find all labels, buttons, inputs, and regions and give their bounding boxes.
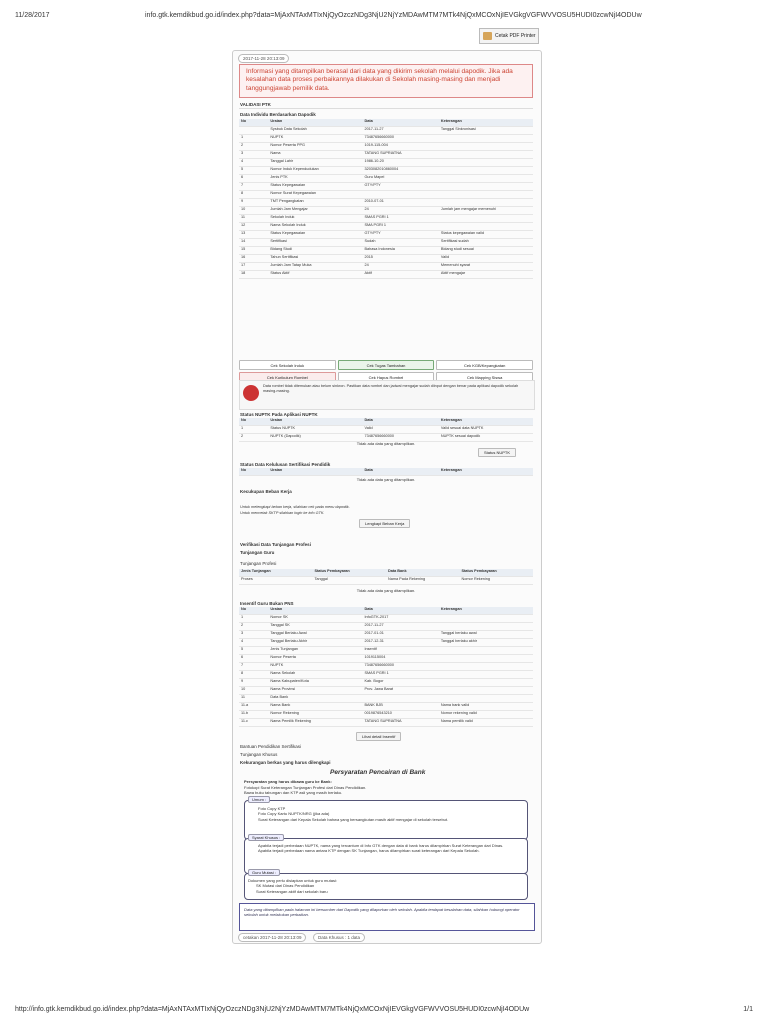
table-row bbox=[239, 175, 533, 183]
table-cell: 5 bbox=[239, 167, 268, 175]
cek-kgb-button[interactable]: Cek KGB/Kepangkatan bbox=[436, 360, 533, 370]
section-tunj-profesi: Tunjangan Profesi bbox=[240, 561, 277, 566]
table-row bbox=[239, 615, 533, 623]
section-validasi: VALIDASI PTK bbox=[240, 102, 271, 107]
table-cell: Proses bbox=[239, 577, 313, 585]
table-cell: 2017-12-31 bbox=[362, 639, 438, 647]
khusus-label: Syarat Khusus : bbox=[248, 834, 284, 841]
table-row bbox=[239, 167, 533, 175]
table-row bbox=[239, 623, 533, 631]
table-cell bbox=[439, 175, 533, 183]
table-row bbox=[239, 183, 533, 191]
column-header: Data bbox=[362, 418, 438, 426]
column-header: Keterangan bbox=[439, 418, 533, 426]
table-header-row bbox=[239, 119, 533, 127]
table-cell: Aktif bbox=[362, 271, 438, 279]
column-header: No bbox=[239, 607, 268, 615]
section-khusus: Tunjangan Khusus bbox=[240, 752, 278, 757]
table-cell bbox=[439, 687, 533, 695]
table-cell: 11.a bbox=[239, 703, 268, 711]
table-cell: 10 bbox=[239, 207, 268, 215]
table-row bbox=[239, 671, 533, 679]
table-cell: Status Kepegawaian bbox=[268, 231, 362, 239]
table-cell bbox=[439, 623, 533, 631]
print-url: info.gtk.kemdikbud.go.id/index.php?data=MjAxNTAxMTIxNjQyOzczNDg3NjU2NjYzMDAwMTM7MTk4NjQxMCOxNjIEVGkgVGFWVVOSU5HUDI0zcwNjI4ODUw bbox=[145, 12, 642, 19]
table-row bbox=[239, 191, 533, 199]
table-row bbox=[239, 159, 533, 167]
table-cell: GTY/PTY bbox=[362, 231, 438, 239]
khusus-item: Apabila terjadi perbedaan NUPTK, nama yang tercantum di Info GTK dengan data di bank harus dilampirkan Surat Keterangan dari Dinas. bbox=[258, 843, 504, 848]
table-cell: TMT Pengangkatan bbox=[268, 199, 362, 207]
table-cell: SMA PGRI 1 bbox=[362, 223, 438, 231]
footer-page: 1/1 bbox=[743, 1006, 753, 1013]
table-row bbox=[239, 426, 533, 434]
table-cell bbox=[362, 191, 438, 199]
table-cell: 5 bbox=[239, 647, 268, 655]
table-cell: Nomor Peserta bbox=[268, 655, 362, 663]
table-row bbox=[239, 719, 533, 727]
column-header: Jenis Tunjangan bbox=[239, 569, 313, 577]
table-row bbox=[239, 151, 533, 159]
column-header: Status Pembayaran bbox=[313, 569, 387, 577]
table-row bbox=[239, 271, 533, 279]
table-cell: 3 bbox=[239, 151, 268, 159]
column-header: Uraian bbox=[268, 119, 362, 127]
print-date: 11/28/2017 bbox=[15, 12, 50, 19]
khusus-list bbox=[258, 843, 520, 854]
table-cell: Tanggal Berlaku Awal bbox=[268, 631, 362, 639]
table-cell: Nama Bank bbox=[268, 703, 362, 711]
table-cell: Jumlah jam mengajar memenuhi bbox=[439, 207, 533, 215]
table-cell: Nomor SK bbox=[268, 615, 362, 623]
table-row bbox=[239, 703, 533, 711]
table-cell: Aktif mengajar bbox=[439, 271, 533, 279]
doc-para-1: Fotokopi Surat Keterangan Tunjangan Profesi dari Dinas Pendidikan. bbox=[244, 785, 367, 790]
table-cell: Tanggal Lahir bbox=[268, 159, 362, 167]
table-cell: 4 bbox=[239, 639, 268, 647]
section-tunjangan: Tunjangan Guru bbox=[240, 550, 275, 555]
table-cell: NUPTK sesuai dapodik bbox=[439, 434, 533, 442]
final-note: Data yang ditampilkan pada halaman ini bersumber dari Dapodik yang dilaporkan oleh sekolah. Apabila terdapat kesalahan data, silahkan hubungi operator sekolah untuk melakukan perbaikan. bbox=[244, 907, 520, 918]
table-cell bbox=[439, 159, 533, 167]
table-cell bbox=[439, 647, 533, 655]
print-header bbox=[15, 12, 753, 22]
cek-hapus-rombel-button[interactable]: Cek Hapus Rombel bbox=[338, 372, 435, 382]
table-cell bbox=[439, 135, 533, 143]
table-cell: Sysbuk Data Sekolah bbox=[268, 127, 362, 135]
column-header: Uraian bbox=[268, 418, 362, 426]
column-header: Uraian bbox=[268, 607, 362, 615]
table-cell: Nomor Peserta PPG bbox=[268, 143, 362, 151]
table-cell: 24 bbox=[362, 207, 438, 215]
insentif-table bbox=[239, 607, 533, 727]
table-row bbox=[239, 663, 533, 671]
column-header: Keterangan bbox=[439, 119, 533, 127]
table-cell: Prov. Jawa Barat bbox=[362, 687, 438, 695]
table-cell: Jenis Tunjangan bbox=[268, 647, 362, 655]
table-cell: 2017-11-27 bbox=[362, 623, 438, 631]
umum-label: Umum : bbox=[248, 796, 270, 803]
table-cell: 1986-10-20 bbox=[362, 159, 438, 167]
table-cell: 12 bbox=[239, 223, 268, 231]
table-cell: 2 bbox=[239, 143, 268, 151]
table-cell bbox=[439, 663, 533, 671]
table-cell bbox=[439, 695, 533, 703]
print-footer bbox=[15, 1006, 753, 1016]
table-row bbox=[239, 207, 533, 215]
column-header: No bbox=[239, 418, 268, 426]
table-cell: 6 bbox=[239, 175, 268, 183]
table-cell bbox=[439, 199, 533, 207]
section-sertifikasi: Status Data Kelulusan Sertifikasi Pendidik bbox=[240, 462, 331, 467]
table-cell: Nomor rekening valid bbox=[439, 711, 533, 719]
table-row bbox=[239, 255, 533, 263]
table-row bbox=[239, 695, 533, 703]
table-row bbox=[239, 199, 533, 207]
khusus-item: Apabila terjadi perbedaan nama antara KTP dengan SK Tunjangan, harus dilampirkan surat keterangan dari Kepala Sekolah. bbox=[258, 848, 480, 854]
table-cell: 11 bbox=[239, 695, 268, 703]
lihat-insentif-button[interactable]: Lihat detail Insentif bbox=[356, 732, 401, 741]
table-cell: 0019876543210 bbox=[362, 711, 438, 719]
table-cell: Status Kepegawaian bbox=[268, 183, 362, 191]
table-cell: Bahasa Indonesia bbox=[362, 247, 438, 255]
table-cell: TATANG SUPRIATNA bbox=[362, 151, 438, 159]
table-cell: Nama Kabupaten/Kota bbox=[268, 679, 362, 687]
footer-url: http://info.gtk.kemdikbud.go.id/index.php?data=MjAxNTAxMTIxNjQyOzczNDg3NjU2NjYzMDAwMTM7MTk4NjQxMCOxNjIEVGkgVGFWVVOSU5HUDI0zcwNjI4ODUw bbox=[15, 1006, 530, 1013]
table-cell: 3 bbox=[239, 631, 268, 639]
table-cell: 3203082010860004 bbox=[362, 167, 438, 175]
table-cell: 15 bbox=[239, 247, 268, 255]
table-row bbox=[239, 655, 533, 663]
sertifikasi-empty: Tidak ada data yang ditampilkan. bbox=[356, 477, 416, 482]
info-notice: Informasi yang ditampilkan berasal dari data yang dikirim sekolah melalui dapodik. Jika ada kesalahan data proses perbaikannya dilakukan di Sekolah masing-masing dan menjadi tanggungjawab pemilik data. bbox=[239, 64, 533, 98]
table-cell: 7 bbox=[239, 183, 268, 191]
table-cell: Nama Pemilik Rekening bbox=[268, 719, 362, 727]
table-cell: 1019-115-004 bbox=[362, 143, 438, 151]
table-cell: Jumlah Jam Mengajar bbox=[268, 207, 362, 215]
table-cell bbox=[239, 127, 268, 135]
table-cell: 2 bbox=[239, 623, 268, 631]
table-cell: NUPTK (Dapodik) bbox=[268, 434, 362, 442]
table-row bbox=[239, 711, 533, 719]
table-cell: Tanggal Sinkronisasi bbox=[439, 127, 533, 135]
cek-mapping-siswa-button[interactable]: Cek Mapping Siswa bbox=[436, 372, 533, 382]
table-cell bbox=[439, 655, 533, 663]
section-sertifikat: Bantuan Pendidikan Sertifikasi bbox=[240, 744, 302, 749]
table-cell: InfoGTK-2017 bbox=[362, 615, 438, 623]
table-cell: Nama Provinsi bbox=[268, 687, 362, 695]
mutasi-item: SK Mutasi dari Dinas Pendidikan bbox=[256, 883, 315, 889]
table-row bbox=[239, 263, 533, 271]
table-cell: 2017-11-27 bbox=[362, 127, 438, 135]
table-row bbox=[239, 239, 533, 247]
table-cell: 13 bbox=[239, 231, 268, 239]
table-cell: 2017-01-01 bbox=[362, 631, 438, 639]
table-cell bbox=[439, 679, 533, 687]
table-cell: 6 bbox=[239, 655, 268, 663]
table-cell: 24 bbox=[362, 263, 438, 271]
table-cell: Memenuhi syarat bbox=[439, 263, 533, 271]
table-cell: Status kepegawaian valid bbox=[439, 231, 533, 239]
table-cell bbox=[439, 615, 533, 623]
cek-kurikulum-button[interactable]: Cek Kurikulum Rombel bbox=[239, 372, 336, 382]
column-header: Data bbox=[362, 607, 438, 615]
table-cell: Valid bbox=[439, 255, 533, 263]
table-cell: 8 bbox=[239, 191, 268, 199]
table-cell: Nama bank valid bbox=[439, 703, 533, 711]
table-cell: Sertifikasi bbox=[268, 239, 362, 247]
table-cell: Data Bank bbox=[268, 695, 362, 703]
table-row bbox=[239, 647, 533, 655]
column-header: Keterangan bbox=[439, 607, 533, 615]
print-pdf-button[interactable] bbox=[479, 28, 539, 44]
table-cell: 11.c bbox=[239, 719, 268, 727]
table-cell: Sudah bbox=[362, 239, 438, 247]
table-cell: SMAS PGRI 1 bbox=[362, 215, 438, 223]
table-row bbox=[239, 223, 533, 231]
section-kecukupan: Kekurangan berkas yang harus dilengkapi bbox=[240, 760, 331, 765]
printer-icon bbox=[483, 32, 492, 40]
table-cell: SMAS PGRI 1 bbox=[362, 671, 438, 679]
status-nuptk-button[interactable]: Status NUPTK bbox=[478, 448, 516, 457]
warning-icon bbox=[243, 385, 259, 401]
table-cell: 18 bbox=[239, 271, 268, 279]
table-row bbox=[239, 215, 533, 223]
column-header: Data bbox=[362, 119, 438, 127]
table-cell: Valid sesuai data NUPTK bbox=[439, 426, 533, 434]
table-cell: Nama Sekolah Induk bbox=[268, 223, 362, 231]
print-pdf-label: Cetak PDF Printer bbox=[495, 33, 536, 39]
nuptk-table bbox=[239, 418, 533, 442]
table-cell: 8 bbox=[239, 671, 268, 679]
column-header: No bbox=[239, 119, 268, 127]
table-cell: Tanggal Berlaku Akhir bbox=[268, 639, 362, 647]
warning-text: Data rombel tidak ditemukan atau belum sinkron. Pastikan data rombel dan jadwal mengajar sudah diinput dengan benar pada aplikasi dapodik sekolah masing-masing. bbox=[263, 384, 519, 393]
table-cell: Status NUPTK bbox=[268, 426, 362, 434]
table-cell bbox=[362, 695, 438, 703]
table-cell: Nomor Induk Kependudukan bbox=[268, 167, 362, 175]
table-cell: 4 bbox=[239, 159, 268, 167]
table-row bbox=[239, 639, 533, 647]
bottom-count-pill: Data Khusus : 1 data bbox=[313, 933, 365, 942]
section-insentif: Insentif Guru Bukan PNS bbox=[240, 601, 294, 606]
table-cell: Nama Sekolah bbox=[268, 671, 362, 679]
table-cell: Nama bbox=[268, 151, 362, 159]
table-cell: Sertifikasi sudah bbox=[439, 239, 533, 247]
table-cell bbox=[439, 167, 533, 175]
table-cell bbox=[439, 215, 533, 223]
table-row bbox=[239, 687, 533, 695]
table-cell: 2010-07-01 bbox=[362, 199, 438, 207]
dokumen-note-1: Untuk melengkapi beban kerja, silahkan cek pada menu dapodik. bbox=[240, 505, 350, 509]
table-cell: Jenis PTK bbox=[268, 175, 362, 183]
column-header: Status Pembayaran bbox=[460, 569, 534, 577]
table-header-row bbox=[239, 569, 533, 577]
table-cell bbox=[439, 143, 533, 151]
table-cell bbox=[439, 191, 533, 199]
table-cell: 1 bbox=[239, 615, 268, 623]
table-cell: 2015 bbox=[362, 255, 438, 263]
umum-item: Foto Copy Kartu NUPTK/NRG (jika ada) bbox=[258, 811, 330, 817]
table-cell: Insentif bbox=[362, 647, 438, 655]
table-cell: Bidang Studi bbox=[268, 247, 362, 255]
profesi-empty: Tidak ada data yang ditampilkan. bbox=[356, 588, 416, 593]
doc-para-2: Bawa buku tabungan dan KTP asli yang masih berlaku. bbox=[244, 790, 343, 795]
warning-box bbox=[239, 380, 535, 410]
biodata-table bbox=[239, 119, 533, 279]
mutasi-item: Dokumen yang perlu disiapkan untuk guru mutasi: bbox=[248, 878, 337, 883]
table-cell: 10 bbox=[239, 687, 268, 695]
table-cell: 7 bbox=[239, 663, 268, 671]
table-cell: Sekolah Induk bbox=[268, 215, 362, 223]
divider bbox=[239, 108, 533, 109]
check-buttons bbox=[239, 360, 533, 382]
table-row bbox=[239, 135, 533, 143]
table-cell: Bidang studi sesuai bbox=[439, 247, 533, 255]
table-cell: GTY/PTY bbox=[362, 183, 438, 191]
column-header: Keterangan bbox=[439, 468, 533, 476]
table-cell: BANK BJB bbox=[362, 703, 438, 711]
table-cell: 9 bbox=[239, 679, 268, 687]
table-cell: 1019115004 bbox=[362, 655, 438, 663]
table-row bbox=[239, 143, 533, 151]
table-row bbox=[239, 127, 533, 135]
table-cell bbox=[439, 151, 533, 159]
table-cell: Kab. Bogor bbox=[362, 679, 438, 687]
table-cell: Tanggal bbox=[313, 577, 387, 585]
cek-sekolah-induk-button[interactable]: Cek Sekolah Induk bbox=[239, 360, 336, 370]
table-row bbox=[239, 231, 533, 239]
table-cell: NUPTK bbox=[268, 663, 362, 671]
table-row bbox=[239, 679, 533, 687]
table-header-row bbox=[239, 607, 533, 615]
table-header-row bbox=[239, 468, 533, 476]
table-cell: 1 bbox=[239, 135, 268, 143]
table-cell: Nomor Rekening bbox=[268, 711, 362, 719]
table-cell: 73487656660000 bbox=[362, 135, 438, 143]
section-verval: Verifikasi Data Tunjangan Profesi bbox=[240, 542, 311, 547]
table-cell: Tanggal SK bbox=[268, 623, 362, 631]
sertifikasi-table bbox=[239, 468, 533, 476]
section-dokumen: Kecukupan Beban Kerja bbox=[240, 489, 292, 494]
table-cell: 73487656660000 bbox=[362, 434, 438, 442]
bottom-timestamp-pill: cetakan 2017-11-28 20:13:09 bbox=[238, 933, 306, 942]
dokumen-note-2: Untuk mencetak SKTP silahkan login ke info GTK. bbox=[240, 511, 325, 515]
mutasi-label: Guru Mutasi : bbox=[248, 869, 280, 876]
profesi-table bbox=[239, 569, 533, 585]
table-cell: 16 bbox=[239, 255, 268, 263]
mutasi-item: Surat Keterangan aktif dari sekolah baru bbox=[256, 888, 328, 894]
table-cell: Tahun Sertifikasi bbox=[268, 255, 362, 263]
column-header: Data bbox=[362, 468, 438, 476]
table-cell: 14 bbox=[239, 239, 268, 247]
column-header: No bbox=[239, 468, 268, 476]
table-cell: Status Aktif bbox=[268, 271, 362, 279]
table-cell: Jumlah Jam Tatap Muka bbox=[268, 263, 362, 271]
section-nuptk: Status NUPTK Pada Aplikasi NUPTK bbox=[240, 412, 318, 417]
table-row bbox=[239, 247, 533, 255]
cek-tugas-tambahan-button[interactable]: Cek Tugas Tambahan bbox=[338, 360, 435, 370]
table-cell: Valid bbox=[362, 426, 438, 434]
table-cell bbox=[439, 223, 533, 231]
timestamp-pill: 2017-11-28 20:13:09 bbox=[238, 54, 289, 63]
table-cell: 2 bbox=[239, 434, 268, 442]
table-cell: TATANG SUPRIATNA bbox=[362, 719, 438, 727]
table-cell: Tanggal berlaku akhir bbox=[439, 639, 533, 647]
nuptk-empty: Tidak ada data yang ditampilkan. bbox=[356, 441, 416, 446]
umum-list bbox=[258, 806, 520, 822]
table-cell: 11.b bbox=[239, 711, 268, 719]
table-cell: 9 bbox=[239, 199, 268, 207]
table-cell: Nomor Rekening bbox=[460, 577, 534, 585]
table-cell bbox=[439, 671, 533, 679]
table-row bbox=[239, 631, 533, 639]
table-cell: 1 bbox=[239, 426, 268, 434]
doc-title: Persyaratan Pencairan di Bank bbox=[330, 769, 426, 776]
doc-para-0: Persyaratan yang harus dibawa guru ke Bank: bbox=[244, 779, 332, 784]
table-cell: Nama Pada Rekening bbox=[386, 577, 460, 585]
table-cell: Nama pemilik valid bbox=[439, 719, 533, 727]
table-cell: NUPTK bbox=[268, 135, 362, 143]
lengkapi-button[interactable]: Lengkapi Beban Kerja bbox=[359, 519, 410, 528]
column-header: Data Bank bbox=[386, 569, 460, 577]
table-cell: Guru Mapel bbox=[362, 175, 438, 183]
table-cell: 73487656660000 bbox=[362, 663, 438, 671]
table-cell bbox=[439, 183, 533, 191]
column-header: Uraian bbox=[268, 468, 362, 476]
table-cell: Tanggal berlaku awal bbox=[439, 631, 533, 639]
table-cell: 17 bbox=[239, 263, 268, 271]
table-cell: 11 bbox=[239, 215, 268, 223]
table-row bbox=[239, 577, 533, 585]
table-cell: Nomor Surat Kepegawaian bbox=[268, 191, 362, 199]
final-note-box bbox=[239, 903, 535, 931]
umum-item: Foto Copy KTP bbox=[258, 806, 286, 811]
mutasi-list bbox=[248, 878, 522, 894]
section-biodata: Data Individu Berdasarkan Dapodik bbox=[240, 112, 316, 117]
table-header-row bbox=[239, 418, 533, 426]
umum-item: Surat Keterangan dari Kepala Sekolah bahwa yang bersangkutan masih aktif mengajar di sekolah tersebut. bbox=[258, 816, 449, 822]
